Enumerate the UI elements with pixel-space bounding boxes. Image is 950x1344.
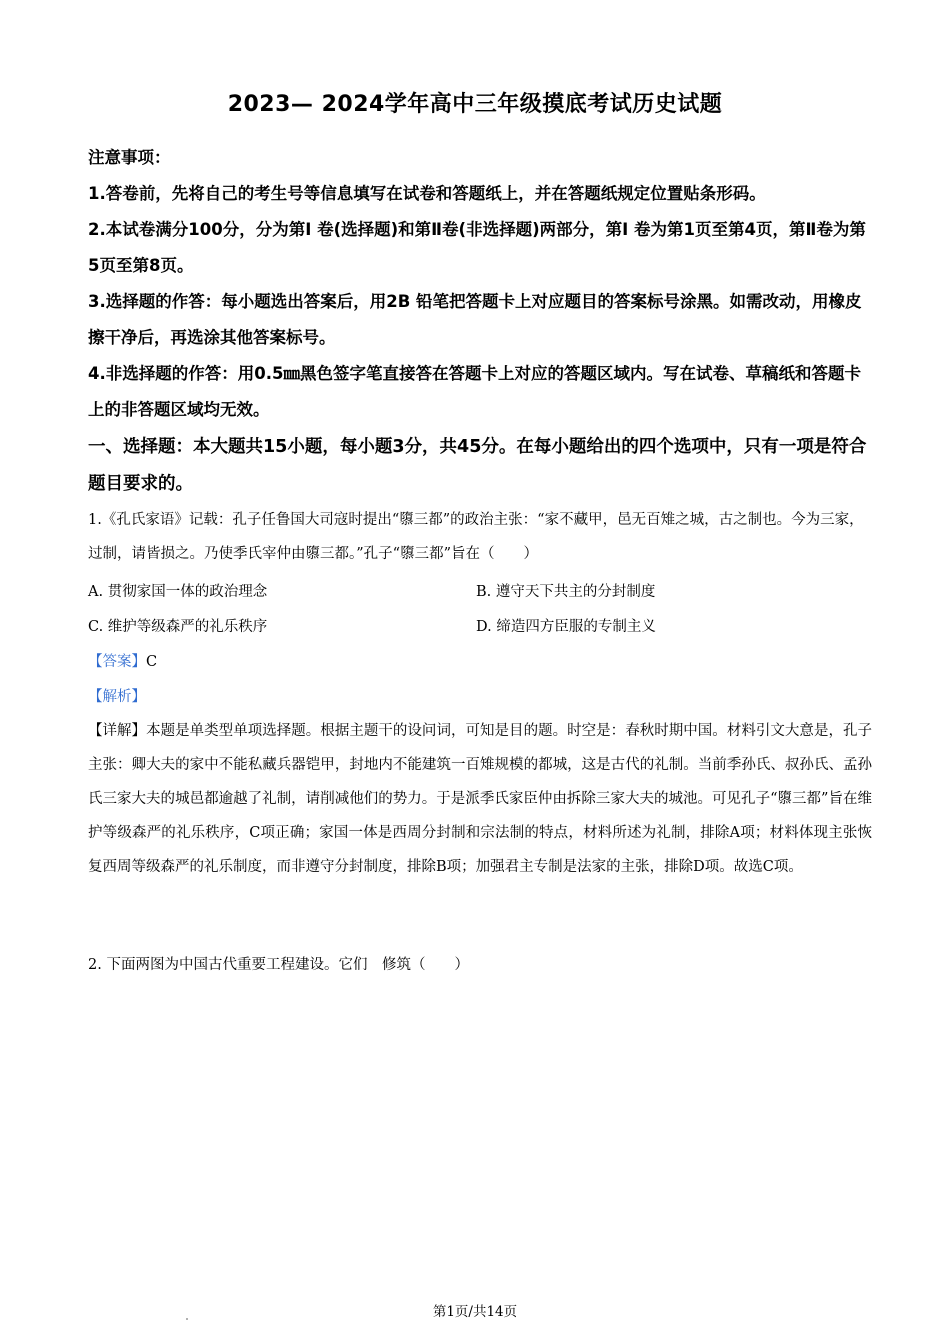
notice-item-3: 3.选择题的作答：每小题选出答案后，用2B 铅笔把答题卡上对应题目的答案标号涂黑。如需改动，用橡皮擦干净后，再选涂其他答案标号。	[88, 292, 862, 347]
detail-body: 本题是单类型单项选择题。根据主题干的设问词，可知是目的题。时空是：春秋时期中国。材料引文大意是，孔子主张：卿大夫的家中不能私藏兵器铠甲，封地内不能建筑一百雉规模的都城，这是古代的礼制。当前季孙氏、叔孙氏、孟孙氏三家大夫的城邑都逾越了礼制，请削减他们的势力。于是派季氏家臣仲由拆除三家大夫的城池。可见孔子“隳三都”旨在维护等级森严的礼乐秩序，C项正确；家国一体是西周分封制和宗法制的特点，材料所述为礼制，排除A项；材料体现主张恢复西周等级森严的礼乐制度，而非遵守分封制度，排除B项；加强君主专制是法家的主张，排除D项。故选C项。	[88, 723, 872, 875]
answer-value: C	[146, 654, 158, 670]
option-b: B. 遵守天下共主的分封制度	[476, 584, 656, 600]
option-a: A. 贯彻家国一体的政治理念	[88, 584, 268, 600]
page-footer: 第1页/共14页	[432, 1304, 518, 1320]
detail-text	[88, 714, 872, 884]
section-one-heading: 一、选择题：本大题共15小题，每小题3分，共45分。在每小题给出的四个选项中，只有一项是符合题目要求的。	[88, 437, 867, 494]
answer-tag: 【答案】	[88, 654, 146, 670]
question-2-text: 2. 下面两图为中国古代重要工程建设。它们 修筑（ ）	[88, 957, 469, 973]
notice-item-2: 2.本试卷满分100分，分为第Ⅰ 卷(选择题)和第Ⅱ卷(非选择题)两部分，第Ⅰ 卷为第1页至第4页，第Ⅱ卷为第5页至第8页。	[88, 220, 866, 275]
section-heading	[88, 429, 872, 503]
option-c: C. 维护等级森严的礼乐秩序	[88, 619, 268, 635]
question-1-text: 1.《孔氏家语》记载：孔子任鲁国大司寇时提出“隳三都”的政治主张：“家不藏甲，邑无百雉之城，古之制也。今为三家，过制，请皆损之。乃使季氏宰仲由隳三都。”孔子“隳三都”旨在（ ）	[88, 512, 864, 562]
option-d: D. 缔造四方臣服的专制主义	[476, 619, 656, 635]
notice-item-1: 1.答卷前，先将自己的考生号等信息填写在试卷和答题纸上，并在答题纸规定位置贴条形码。	[88, 184, 766, 203]
exam-title: 2023— 2024学年高中三年级摸底考试历史试题	[227, 92, 723, 117]
question-2-stem	[88, 948, 872, 982]
analysis-tag: 【解析】	[88, 689, 146, 705]
question-1-stem	[88, 503, 872, 571]
notice-item-4: 4.非选择题的作答：用0.5㎜黑色签字笔直接答在答题卡上对应的答题区域内。写在试卷、草稿纸和答题卡上的非答题区域均无效。	[88, 364, 861, 419]
analysis-line	[88, 680, 146, 714]
notice-heading: 注意事项：	[88, 148, 171, 167]
detail-tag: 【详解】	[88, 723, 147, 739]
notice-section	[88, 140, 872, 428]
answer-line	[88, 645, 157, 679]
detail-explanation	[88, 714, 872, 884]
